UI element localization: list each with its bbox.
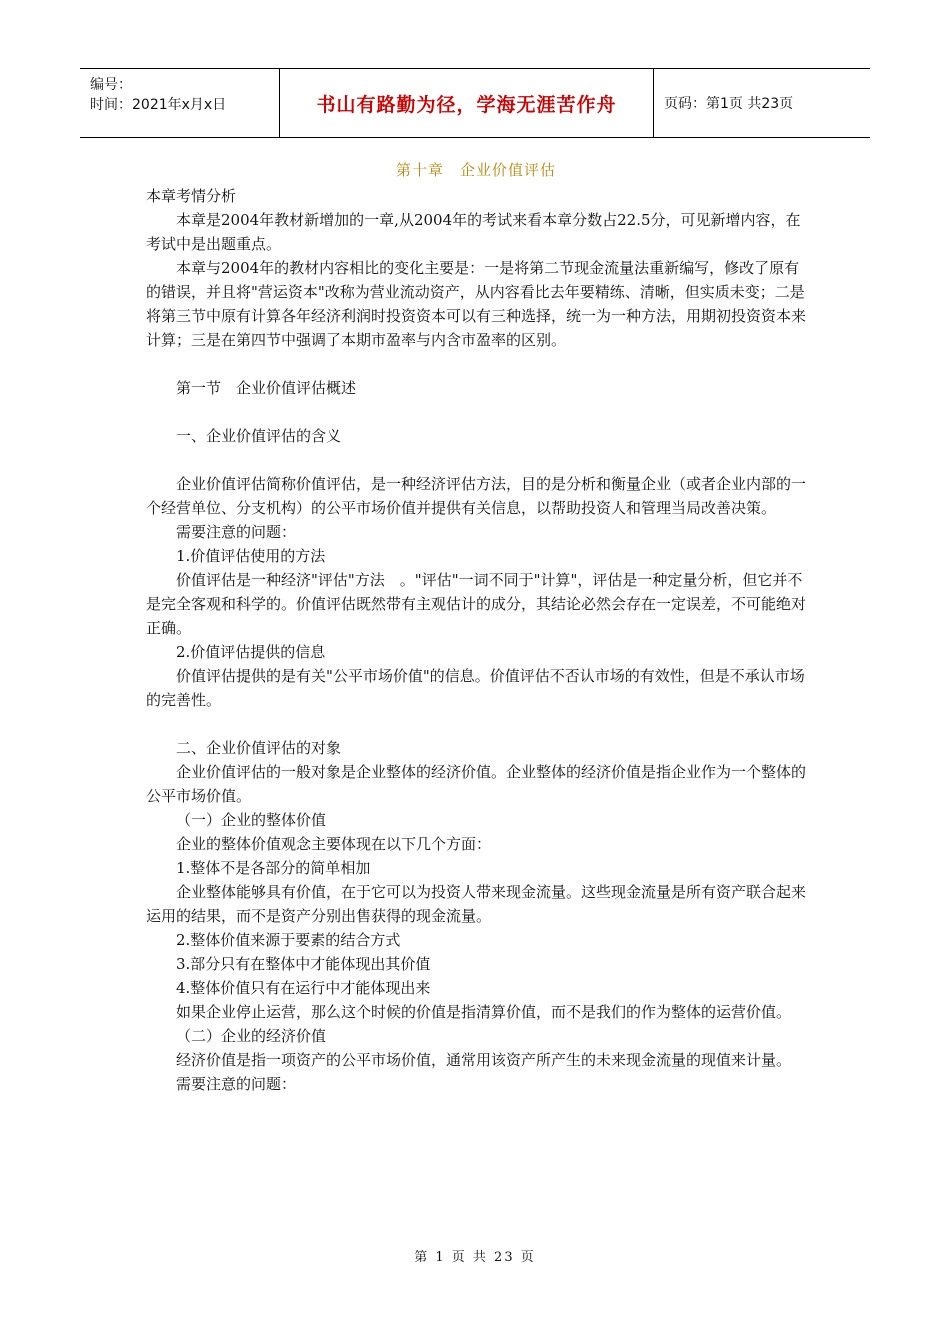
paragraph: 企业价值评估的一般对象是企业整体的经济价值。企业整体的经济价值是指企业作为一个整体的公平市场价值。 bbox=[146, 763, 807, 805]
paragraph: 本章与2004年的教材内容相比的变化主要是：一是将第二节现金流量法重新编写，修改了原有的错误，并且将"营运资本"改称为营业流动资产，从内容看比去年要精练、清晰，但实质未变；二是将第三节中原有计算各年经济利润时投资资本可以有三种选择，统一为一种方法，用期初投资资本来计算；三是在第四节中强调了本期市盈率与内含市盈率的区别。 bbox=[146, 259, 807, 349]
paragraph: 1.整体不是各部分的简单相加 bbox=[176, 859, 371, 877]
blank-line bbox=[146, 448, 806, 472]
blank-line bbox=[146, 352, 806, 376]
paragraph: 4.整体价值只有在运行中才能体现出来 bbox=[176, 979, 431, 997]
page-header bbox=[80, 68, 870, 138]
paragraph: 3.部分只有在整体中才能体现出其价值 bbox=[176, 955, 431, 973]
document-number-label: 编号： bbox=[90, 77, 132, 93]
paragraph: 一、企业价值评估的含义 bbox=[176, 427, 342, 445]
paragraph: 2.价值评估提供的信息 bbox=[176, 643, 326, 661]
paragraph: 企业的整体价值观念主要体现在以下几个方面： bbox=[176, 835, 492, 853]
paragraph: 本章是2004年教材新增加的一章,从2004年的考试来看本章分数占22.5分，可见新增内容，在考试中是出题重点。 bbox=[146, 211, 801, 253]
blank-line bbox=[146, 712, 806, 736]
document-content bbox=[146, 184, 806, 1096]
document-date-label: 时间：2021年x月x日 bbox=[90, 97, 227, 113]
paragraph: （二）企业的经济价值 bbox=[176, 1027, 327, 1045]
paragraph: 如果企业停止运营，那么这个时候的价值是指清算价值，而不是我们的作为整体的运营价值。 bbox=[176, 1003, 792, 1021]
header-motto: 书山有路勤为径，学海无涯苦作舟 bbox=[280, 69, 654, 137]
paragraph: 二、企业价值评估的对象 bbox=[176, 739, 342, 757]
paragraph: 本章考情分析 bbox=[146, 187, 237, 205]
document-body bbox=[146, 158, 806, 1096]
paragraph: 2.整体价值来源于要素的结合方式 bbox=[176, 931, 401, 949]
header-meta bbox=[80, 69, 280, 137]
paragraph: 需要注意的问题： bbox=[176, 1075, 297, 1093]
paragraph: 经济价值是指一项资产的公平市场价值，通常用该资产所产生的未来现金流量的现值来计量。 bbox=[176, 1051, 792, 1069]
paragraph: 价值评估提供的是有关"公平市场价值"的信息。价值评估不否认市场的有效性，但是不承认市场的完善性。 bbox=[146, 667, 805, 709]
paragraph: 企业价值评估简称价值评估，是一种经济评估方法，目的是分析和衡量企业（或者企业内部的一个经营单位、分支机构）的公平市场价值并提供有关信息，以帮助投资人和管理当局改善决策。 bbox=[146, 475, 807, 517]
paragraph: 第一节 企业价值评估概述 bbox=[176, 379, 357, 397]
blank-line bbox=[146, 400, 806, 424]
paragraph: 需要注意的问题： bbox=[176, 523, 297, 541]
paragraph: 企业整体能够具有价值，在于它可以为投资人带来现金流量。这些现金流量是所有资产联合起来运用的结果，而不是资产分别出售获得的现金流量。 bbox=[146, 883, 807, 925]
header-page-info: 页码：第1页 共23页 bbox=[664, 96, 794, 112]
paragraph: 价值评估是一种经济"评估"方法 。"评估"一词不同于"计算"，评估是一种定量分析，但它并不是完全客观和科学的。价值评估既然带有主观估计的成分，其结论必然会存在一定误差，不可能绝对正确。 bbox=[146, 571, 807, 637]
paragraph: （一）企业的整体价值 bbox=[176, 811, 327, 829]
page-footer: 第 1 页 共 23 页 bbox=[414, 1250, 536, 1265]
paragraph: 1.价值评估使用的方法 bbox=[176, 547, 326, 565]
chapter-title: 第十章 企业价值评估 bbox=[395, 161, 556, 179]
